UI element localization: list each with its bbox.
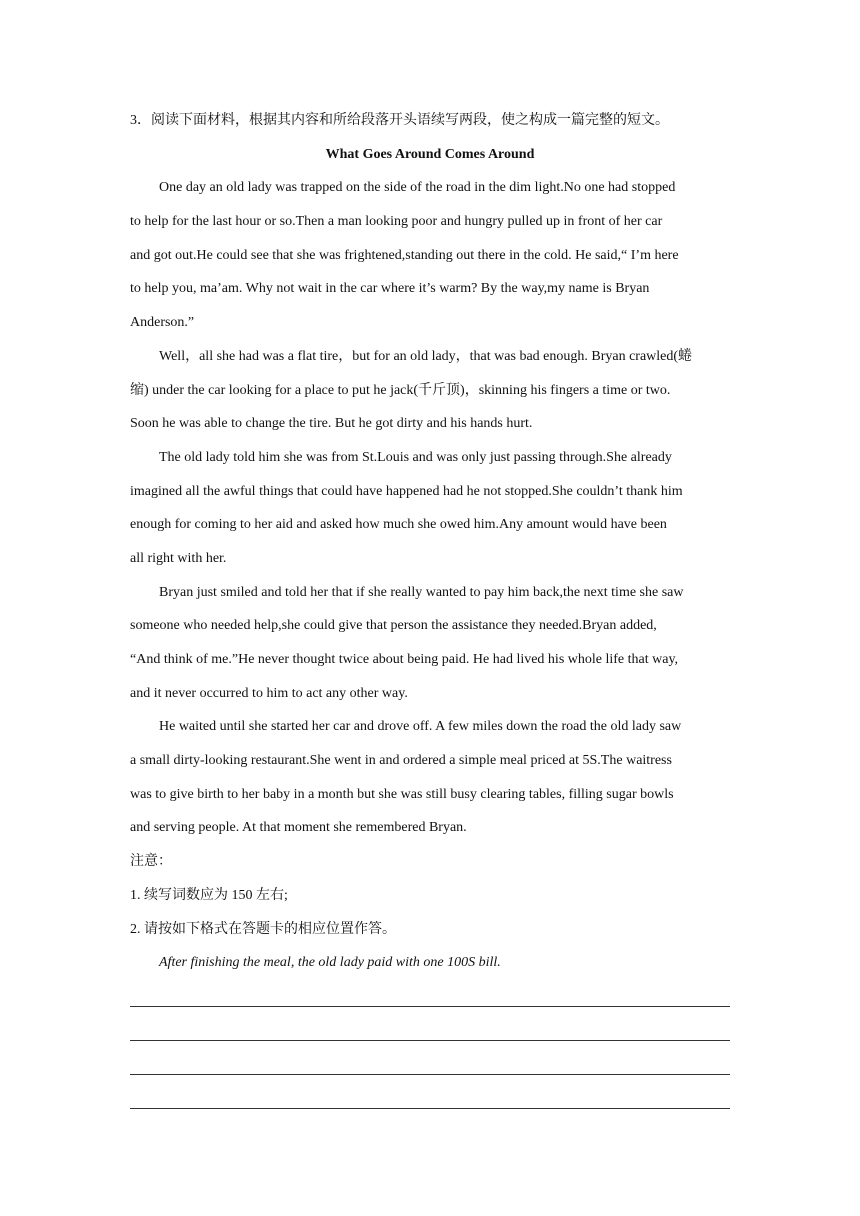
paragraph-5 [130, 710, 730, 845]
passage-line: all right with her. [130, 550, 227, 566]
passage-line: The old lady told him she was from St.Louis and was only just passing through.She already [159, 449, 672, 465]
answer-line [130, 1040, 730, 1041]
notes-heading: 注意： [130, 854, 172, 870]
answer-line [130, 1006, 730, 1007]
passage-line: to help you, ma’am. Why not wait in the car where it’s warm? By the way,my name is Bryan [130, 281, 650, 297]
note-item-word-count: 1. 续写词数应为 150 左右; [130, 887, 288, 903]
answer-lines [130, 1006, 730, 1142]
passage-line: and serving people. At that moment she remembered Bryan. [130, 820, 467, 836]
paragraph-1 [130, 171, 730, 339]
note-item-format: 2. 请按如下格式在答题卡的相应位置作答。 [130, 921, 396, 937]
passage-line: One day an old lady was trapped on the side of the road in the dim light.No one had stopped [159, 180, 676, 196]
passage-line: was to give birth to her baby in a month but she was still busy clearing tables, filling sugar bowls [130, 786, 674, 802]
paragraph-2 [130, 340, 730, 441]
question-page [130, 104, 730, 980]
answer-line [130, 1074, 730, 1075]
paragraph-3 [130, 441, 730, 576]
passage-line: to help for the last hour or so.Then a man looking poor and hungry pulled up in front of her car [130, 214, 663, 230]
passage-line: a small dirty-looking restaurant.She went in and ordered a simple meal priced at 5S.The waitress [130, 753, 672, 769]
passage-title: What Goes Around Comes Around [325, 146, 535, 162]
passage-line: 缩) under the car looking for a place to put he jack(千斤顶)，skinning his fingers a time or two. [130, 382, 671, 398]
passage-line: imagined all the awful things that could have happened had he not stopped.She couldn’t thank him [130, 483, 683, 499]
paragraph-4 [130, 576, 730, 711]
passage-line: someone who needed help,she could give that person the assistance they needed.Bryan added, [130, 618, 657, 634]
passage-line: Well，all she had was a flat tire，but for an old lady，that was bad enough. Bryan crawled(蜷 [159, 348, 693, 364]
passage-line: Bryan just smiled and told her that if she really wanted to pay him back,the next time she saw [159, 584, 684, 600]
notes-section [130, 845, 730, 980]
passage-line: and it never occurred to him to act any other way. [130, 685, 408, 701]
passage-line: “And think of me.”He never thought twice about being paid. He had lived his whole life that way, [130, 652, 679, 667]
question-instruction: 3．阅读下面材料，根据其内容和所给段落开头语续写两段，使之构成一篇完整的短文。 [130, 113, 669, 128]
passage-line: Anderson.” [130, 315, 195, 331]
passage-line: He waited until she started her car and drove off. A few miles down the road the old lady saw [159, 719, 682, 735]
passage-line: and got out.He could see that she was frightened,standing out there in the cold. He said,“ I’m here [130, 247, 679, 263]
passage-line: enough for coming to her aid and asked how much she owed him.Any amount would have been [130, 517, 667, 533]
passage-line: Soon he was able to change the tire. But he got dirty and his hands hurt. [130, 416, 533, 432]
answer-line [130, 1108, 730, 1109]
continuation-prompt: After finishing the meal, the old lady paid with one 100S bill. [159, 955, 501, 971]
